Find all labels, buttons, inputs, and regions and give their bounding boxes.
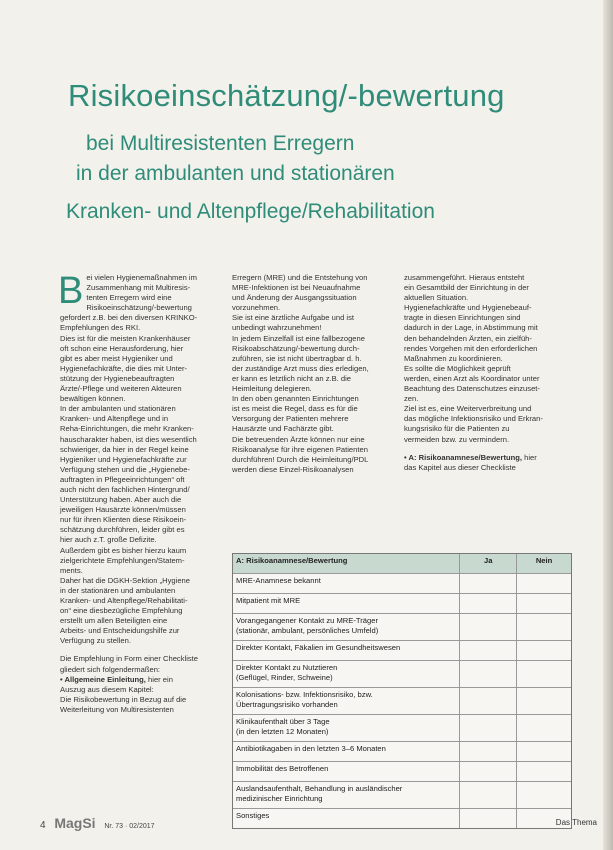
text-line: Sie ist eine ärztliche Aufgabe und ist — [232, 313, 354, 323]
criterion-text: medizinischer Einrichtung — [236, 793, 323, 803]
text-line: Die Empfehlung in Form einer Checkliste — [60, 654, 199, 664]
no-checkbox-cell[interactable] — [517, 688, 571, 714]
table-row — [233, 741, 571, 761]
text-line: dadurch in der Lage, in Abstimmung mit — [404, 323, 538, 333]
text-line: Versorgung der Patienten mehrere — [232, 414, 349, 424]
criterion-text: Direkter Kontakt, Fäkalien im Gesundheitswesen — [236, 643, 401, 652]
text-line: Es sollte die Möglichkeit geprüft — [404, 363, 511, 373]
subtitle-line-2: in der ambulanten und stationären — [76, 162, 395, 185]
text-line: auch nicht den fachlichen Hintergrund/ — [60, 484, 190, 494]
table-row — [233, 761, 571, 781]
text-line: zielgerichtete Empfehlungen/Statem- — [60, 555, 185, 565]
criterion-cell — [233, 742, 460, 761]
column-3-paragraph — [404, 273, 572, 445]
text-line: aktuellen Situation. — [404, 293, 469, 303]
no-checkbox-cell[interactable] — [517, 762, 571, 781]
table-row — [233, 714, 571, 741]
text-line: zuführen, sie ist nicht übertragbar d. h. — [232, 353, 362, 363]
text-line: Hygienefachkräfte, die dies mit Unter- — [60, 363, 188, 373]
table-header-no: Nein — [535, 556, 553, 565]
no-checkbox-cell[interactable] — [517, 614, 571, 640]
no-checkbox-cell[interactable] — [517, 661, 571, 687]
criterion-cell — [233, 762, 460, 781]
text-line: In jedem Einzelfall ist eine fallbezogene — [232, 333, 365, 343]
text-line: gibt es aber meist Hygieniker und — [60, 353, 173, 363]
criterion-cell — [233, 641, 460, 660]
text-line: nur für ihren Klienten diese Risikoein- — [60, 515, 187, 525]
criterion-text: Übertragungsrisiko vorhanden — [236, 699, 338, 709]
section-label: Das Thema — [555, 818, 597, 827]
criterion-text: Vorangegangener Kontakt zu MRE-Träger — [236, 616, 378, 625]
text-line: ments. — [60, 565, 83, 575]
text-line: gliedert sich folgendermaßen: — [60, 664, 161, 674]
text-line: werden, einen Arzt als Koordinator unter — [404, 373, 540, 383]
text-line: Risikoabschätzung/-bewertung durch- — [232, 343, 360, 353]
yes-checkbox-cell[interactable] — [460, 809, 517, 828]
yes-checkbox-cell[interactable] — [460, 715, 517, 741]
text-line: Die Risikobewertung in Bezug auf die — [60, 694, 187, 704]
text-line: tragte in diesen Einrichtungen sind — [404, 313, 521, 323]
yes-checkbox-cell[interactable] — [460, 762, 517, 781]
text-line: kungsrisiko für die Patienten zu — [404, 424, 510, 434]
text-line: er kann es letztlich nicht an z.B. die — [232, 373, 352, 383]
text-line: Verfügung zu stellen. — [60, 636, 131, 646]
table-row — [233, 640, 571, 660]
criterion-text: Antibiotikagaben in den letzten 3–6 Monaten — [236, 744, 386, 753]
checklist-table — [232, 553, 572, 829]
text-line: Die betreuenden Ärzte können nur eine — [232, 434, 365, 444]
text-column-3 — [404, 273, 572, 473]
criterion-text: (stationär, ambulant, persönliches Umfeld) — [236, 625, 379, 635]
table-row — [233, 781, 571, 808]
text-line: durchführen! Durch die Heimleitung/PDL — [232, 454, 369, 464]
text-line: rendes Vorgehen mit den erforderlichen — [404, 343, 538, 353]
text-line: Erregern (MRE) und die Entstehung von — [232, 273, 368, 282]
text-line: Ziel ist es, eine Weiterverbreitung und — [404, 404, 532, 414]
text-column-2 — [232, 273, 392, 475]
table-row — [233, 660, 571, 687]
text-line: Ärzte/-Pflege und weiteren Akteuren — [60, 384, 182, 394]
text-line: auftragten in Pflegeeinrichtungen“ oft — [60, 474, 185, 484]
table-row — [233, 613, 571, 640]
page-number: 4 — [40, 820, 46, 831]
no-checkbox-cell[interactable] — [517, 574, 571, 593]
magazine-name: MagSi — [54, 815, 96, 831]
no-checkbox-cell[interactable] — [517, 594, 571, 613]
text-line: Beachtung des Datenschutzes einzuset- — [404, 384, 540, 394]
page-spine — [603, 0, 613, 850]
text-line: Arbeits- und Entscheidungshilfe zur — [60, 626, 180, 636]
text-line: hauscharakter haben, ist dies wesentlich — [60, 434, 197, 444]
text-line: gefordert z.B. bei den diversen KRINKO- — [60, 313, 198, 323]
text-line: In den oben genannten Einrichtungen — [232, 394, 359, 404]
criterion-text: Auslandsaufenthalt, Behandlung in ausländischer — [236, 784, 403, 793]
text-line: unbedingt wahrzunehmen! — [232, 323, 322, 333]
criterion-cell — [233, 614, 460, 640]
text-line: jeweiligen Hausärzte können/müssen — [60, 505, 186, 515]
column-1-intro — [60, 654, 218, 674]
text-line: Heimleitung delegieren. — [232, 384, 312, 394]
table-row — [233, 687, 571, 714]
text-line: Dies ist für die meisten Krankenhäuser — [60, 333, 191, 343]
yes-checkbox-cell[interactable] — [460, 688, 517, 714]
text-line: Verfügung stehen und die „Hygienebe- — [60, 464, 191, 474]
criterion-cell — [233, 574, 460, 593]
text-line: vermeiden bzw. zu vermindern. — [404, 434, 510, 444]
table-row — [233, 808, 571, 828]
criterion-cell — [233, 809, 460, 828]
text-line: werden diese Einzel-Risikoanalysen — [232, 464, 354, 474]
text-line: Empfehlungen des RKI. — [60, 323, 141, 333]
yes-checkbox-cell[interactable] — [460, 614, 517, 640]
criterion-text: (Geflügel, Rinder, Schweine) — [236, 672, 333, 682]
yes-checkbox-cell[interactable] — [460, 594, 517, 613]
text-line: Daher hat die DGKH-Sektion „Hygiene — [60, 575, 190, 585]
table-row — [233, 593, 571, 613]
text-line: Hygieniker und Hygienefachkräfte zur — [60, 454, 187, 464]
text-line: zusammengeführt. Hieraus entsteht — [404, 273, 525, 282]
text-line: Hausärzte und Fachärzte gibt. — [232, 424, 334, 434]
criterion-cell — [233, 594, 460, 613]
text-line: ein Gesamtbild der Einrichtung in der — [404, 283, 529, 293]
no-checkbox-cell[interactable] — [517, 782, 571, 808]
drop-cap: B — [58, 270, 84, 312]
subtitle-line-1: bei Multiresistenten Erregern — [86, 132, 355, 155]
column-1-paragraph — [58, 270, 218, 646]
criterion-text: Klinikaufenthalt über 3 Tage — [236, 717, 330, 726]
criterion-text: Sonstiges — [236, 811, 270, 820]
criterion-text: Kolonisations- bzw. Infektionsrisiko, bzw. — [236, 690, 373, 699]
bullet-allgemeine-einleitung: • Allgemeine Einleitung, hier ein — [60, 674, 173, 684]
text-line: oft schon eine Herausforderung, hier — [60, 343, 184, 353]
text-line: Unterstützung haben. Aber auch die — [60, 495, 182, 505]
text-line: der zuständige Arzt muss dies erledigen, — [232, 363, 369, 373]
issue-number: Nr. 73 · 02/2017 — [104, 823, 155, 830]
text-line: tenten Erregern wird eine — [86, 293, 172, 303]
text-line: bewältigen können. — [60, 394, 126, 404]
criterion-cell — [233, 688, 460, 714]
criterion-text: Mitpatient mit MRE — [236, 596, 301, 605]
yes-checkbox-cell[interactable] — [460, 782, 517, 808]
bullet-risikoanamnese-line-2: das Kapitel aus dieser Checkliste — [404, 462, 516, 472]
criterion-text: Immobilität des Betroffenen — [236, 764, 329, 773]
criterion-cell — [233, 715, 460, 741]
text-line: und Änderung der Ausgangssituation — [232, 293, 357, 303]
no-checkbox-cell[interactable] — [517, 715, 571, 741]
criterion-text: Direkter Kontakt zu Nutztieren — [236, 663, 338, 672]
yes-checkbox-cell[interactable] — [460, 574, 517, 593]
table-row — [233, 573, 571, 593]
text-line: ei vielen Hygienemaßnahmen im — [86, 273, 197, 282]
subtitle-line-3: Kranken- und Altenpflege/Rehabilitation — [66, 200, 435, 223]
table-header-yes: Ja — [460, 554, 517, 573]
text-line: on“ eine diesbezügliche Empfehlung — [60, 606, 183, 616]
page-footer — [40, 815, 155, 831]
text-line: Reha-Einrichtungen, die mehr Kranken- — [60, 424, 194, 434]
text-line: vorzunehmen. — [232, 303, 281, 313]
text-line: Kranken- und Altenpflege/Rehabilitati- — [60, 596, 188, 605]
text-line: In der ambulanten und stationären — [60, 404, 176, 414]
bullet-risikoanamnese: • A: Risikoanamnese/Bewertung, hier — [404, 452, 537, 462]
yes-checkbox-cell[interactable] — [460, 661, 517, 687]
text-line: Auszug aus diesem Kapitel: — [60, 684, 154, 694]
text-line: den behandelnden Ärzten, ein zielfüh- — [404, 333, 532, 343]
text-line: schwieriger, da hier in der Regel keine — [60, 444, 189, 454]
text-column-1 — [58, 270, 218, 715]
text-line: hier auch z.T. große Defizite. — [60, 535, 157, 545]
text-line: Risikoanalyse für ihre eigenen Patienten — [232, 444, 368, 454]
text-line: schätzung durchführen, leider gibt es — [60, 525, 185, 535]
text-line: Hygienefachkräfte und Hygienebeauf- — [404, 303, 532, 313]
text-line: das mögliche Infektionsrisiko und Erkran- — [404, 414, 543, 424]
no-checkbox-cell[interactable] — [517, 742, 571, 761]
page-title: Risikoeinschätzung/-bewertung — [68, 78, 505, 113]
text-line: zen. — [404, 394, 419, 404]
text-line: MRE-Infektionen ist bei Neuaufnahme — [232, 283, 361, 293]
no-checkbox-cell[interactable] — [517, 641, 571, 660]
criterion-text: (in den letzten 12 Monaten) — [236, 726, 329, 736]
column-1-ending — [60, 685, 218, 715]
text-line: Weiterleitung von Multiresistenten — [60, 704, 174, 714]
criterion-cell — [233, 782, 460, 808]
criterion-text: MRE-Anamnese bekannt — [236, 576, 321, 585]
yes-checkbox-cell[interactable] — [460, 641, 517, 660]
text-line: stützung der Hygienebeauftragten — [60, 373, 175, 383]
text-line: ist es meist die Regel, dass es für die — [232, 404, 358, 414]
text-line: Maßnahmen zu koordinieren. — [404, 353, 503, 363]
text-line: Risikoeinschätzung/-bewertung — [86, 303, 192, 313]
column-2-paragraph — [232, 273, 392, 475]
yes-checkbox-cell[interactable] — [460, 742, 517, 761]
text-line: in der stationären und ambulanten — [60, 585, 176, 595]
table-header — [233, 554, 571, 573]
criterion-cell — [233, 661, 460, 687]
text-line: Außerdem gibt es bisher hierzu kaum — [60, 545, 187, 555]
table-header-criterion: A: Risikoanamnese/Bewertung — [233, 554, 460, 573]
text-line: Zusammenhang mit Multiresis- — [86, 283, 191, 293]
text-line: erstellt um allen Beteiligten eine — [60, 616, 168, 626]
text-line: Kranken- und Altenpflege und in — [60, 414, 169, 424]
